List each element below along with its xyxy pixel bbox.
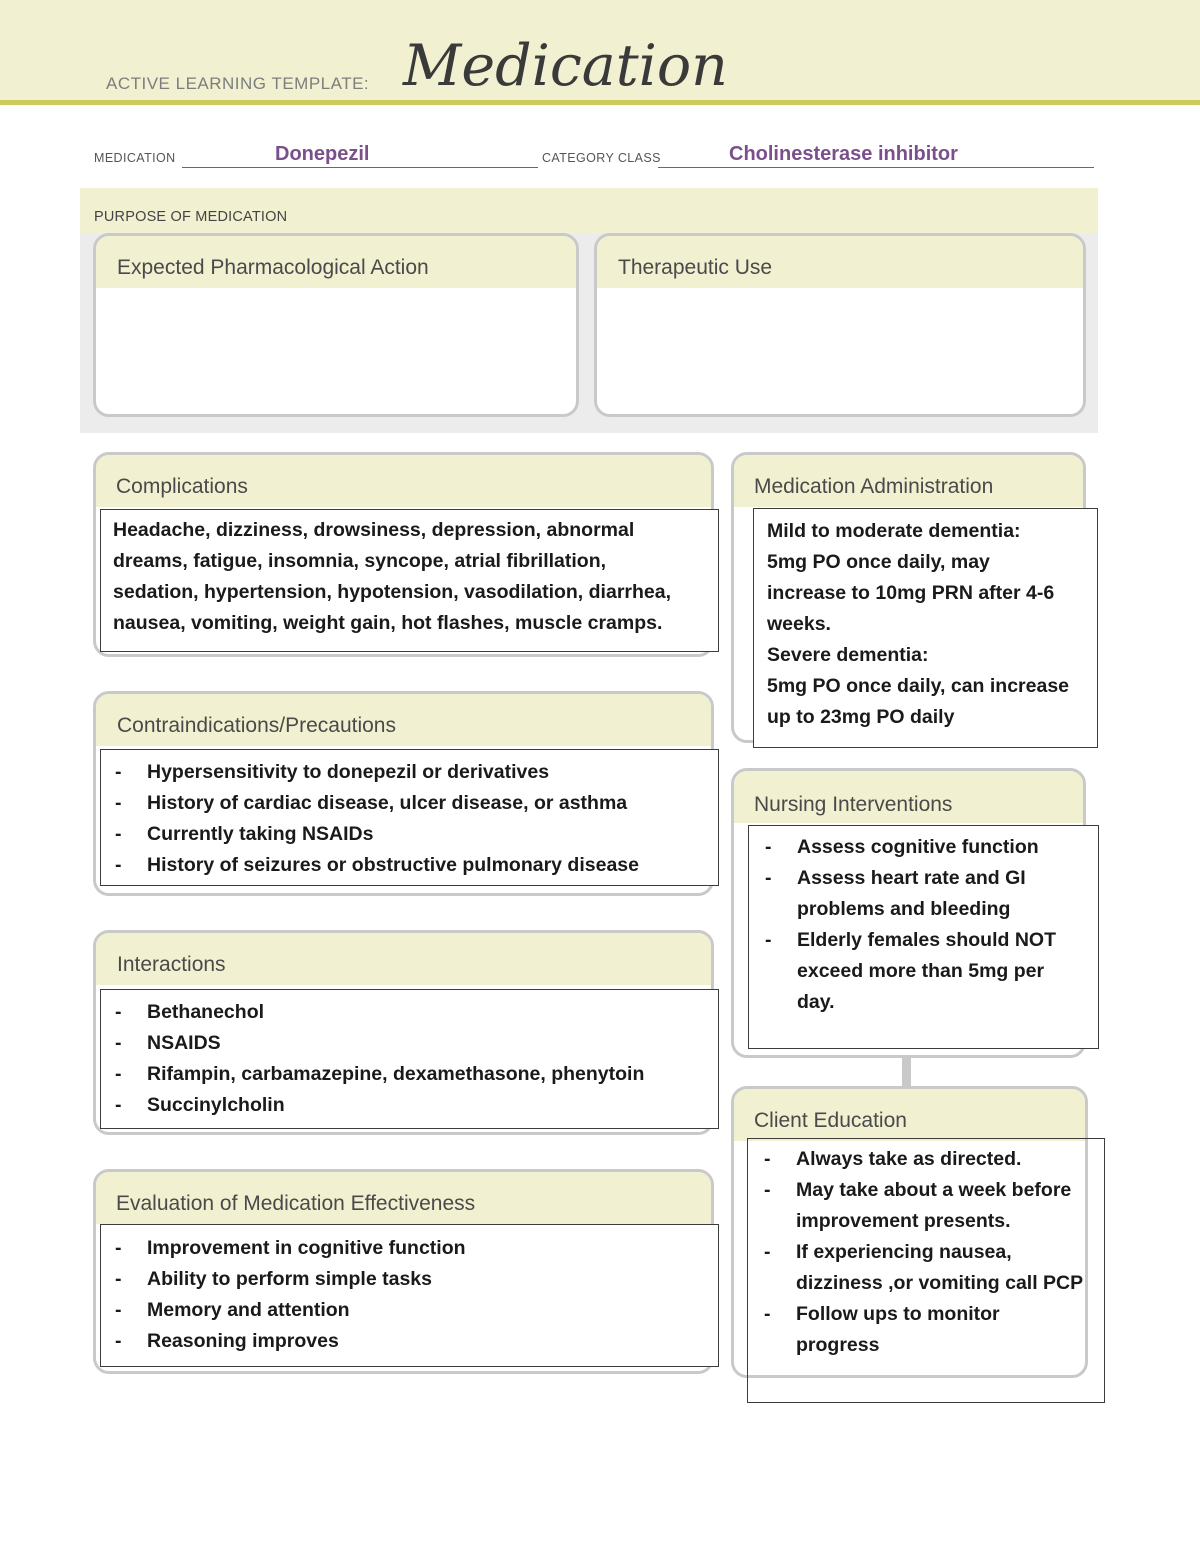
list-item: - Rifampin, carbamazepine, dexamethasone, phenytoin: [113, 1059, 713, 1090]
list-item: - Hypersensitivity to donepezil or derivatives: [113, 757, 713, 788]
list-item: - If experiencing nausea, dizziness ,or vomiting call PCP: [762, 1237, 1087, 1299]
section-connector: [902, 1056, 911, 1088]
complications-line: sedation, hypertension, hypotension, vasodilation, diarrhea,: [113, 581, 672, 603]
nursing-list: [763, 832, 1073, 1018]
list-item: - History of seizures or obstructive pulmonary disease: [113, 850, 713, 881]
page-title: Medication: [403, 33, 728, 99]
client-education-list: [762, 1144, 1087, 1361]
administration-text: [767, 516, 1097, 733]
list-item: - Reasoning improves: [113, 1326, 713, 1357]
therapeutic-use-card: [594, 233, 1086, 417]
medication-field[interactable]: [182, 143, 538, 168]
header-divider: [0, 100, 1200, 105]
template-label: ACTIVE LEARNING TEMPLATE:: [106, 74, 370, 93]
category-label: CATEGORY CLASS: [542, 151, 661, 165]
therapeutic-use-title: Therapeutic Use: [618, 256, 773, 279]
contraindications-title: Contraindications/Precautions: [117, 714, 396, 737]
list-item: - Assess heart rate and GI problems and bleeding: [763, 863, 1073, 925]
administration-line: up to 23mg PO daily: [767, 706, 955, 728]
interactions-list: [113, 997, 713, 1121]
interactions-title: Interactions: [117, 953, 226, 976]
complications-text: [113, 515, 713, 639]
category-value: Cholinesterase inhibitor: [729, 143, 958, 165]
list-item: - Elderly females should NOT exceed more than 5mg per day.: [763, 925, 1073, 1018]
list-item: - Assess cognitive function: [763, 832, 1073, 863]
list-item: - Currently taking NSAIDs: [113, 819, 713, 850]
expected-action-card: [93, 233, 579, 417]
administration-line: weeks.: [767, 613, 831, 635]
nursing-title: Nursing Interventions: [754, 793, 953, 816]
contraindications-list: [113, 757, 713, 881]
complications-title: Complications: [116, 475, 248, 498]
administration-line: Severe dementia:: [767, 644, 929, 666]
list-item: - Follow ups to monitor progress: [762, 1299, 1087, 1361]
list-item: - Succinylcholin: [113, 1090, 713, 1121]
list-item: - Improvement in cognitive function: [113, 1233, 713, 1264]
evaluation-list: [113, 1233, 713, 1357]
list-item: - Memory and attention: [113, 1295, 713, 1326]
complications-line: Headache, dizziness, drowsiness, depression, abnormal: [113, 519, 635, 541]
client-education-title: Client Education: [754, 1109, 907, 1132]
purpose-label: PURPOSE OF MEDICATION: [94, 209, 288, 225]
complications-line: nausea, vomiting, weight gain, hot flashes, muscle cramps.: [113, 612, 663, 634]
expected-action-title: Expected Pharmacological Action: [117, 256, 429, 279]
administration-line: 5mg PO once daily, may: [767, 551, 990, 573]
list-item: - Bethanechol: [113, 997, 713, 1028]
complications-line: dreams, fatigue, insomnia, syncope, atrial fibrillation,: [113, 550, 607, 572]
administration-line: increase to 10mg PRN after 4-6: [767, 582, 1055, 604]
administration-title: Medication Administration: [754, 475, 994, 498]
administration-line: 5mg PO once daily, can increase: [767, 675, 1070, 697]
list-item: - Ability to perform simple tasks: [113, 1264, 713, 1295]
evaluation-title: Evaluation of Medication Effectiveness: [116, 1192, 476, 1215]
medication-label: MEDICATION: [94, 151, 176, 165]
administration-line: Mild to moderate dementia:: [767, 520, 1021, 542]
list-item: - History of cardiac disease, ulcer disease, or asthma: [113, 788, 713, 819]
medication-value: Donepezil: [275, 143, 370, 165]
list-item: - NSAIDS: [113, 1028, 713, 1059]
list-item: - Always take as directed.: [762, 1144, 1087, 1175]
category-field[interactable]: [658, 143, 1094, 168]
list-item: - May take about a week before improvement presents.: [762, 1175, 1087, 1237]
